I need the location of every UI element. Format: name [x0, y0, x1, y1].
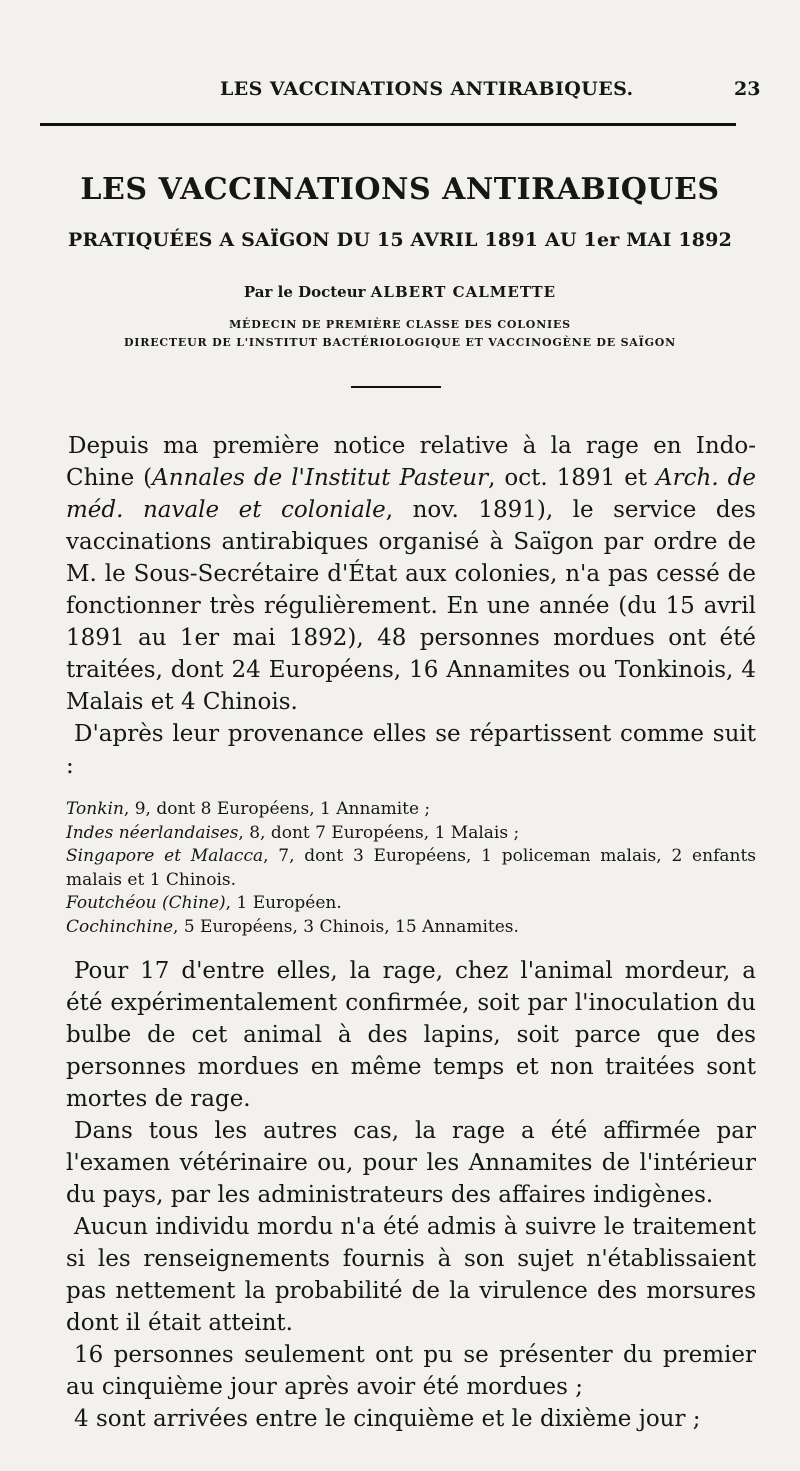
- provenance-list: [66, 798, 756, 939]
- byline-prefix: Par le Docteur: [243, 283, 366, 301]
- list-item: [66, 822, 756, 846]
- paragraph-1: [66, 430, 756, 718]
- place-detail: , 8, dont 7 Européens, 1 Malais ;: [238, 822, 520, 843]
- place-detail: , 5 Européens, 3 Chinois, 15 Annamites.: [173, 916, 519, 937]
- place-name: Tonkin: [66, 799, 124, 819]
- place-name: Cochinchine: [66, 916, 174, 937]
- place-detail: , 9, dont 8 Européens, 1 Annamite ;: [123, 799, 431, 819]
- section-divider: [351, 386, 441, 388]
- list-item: [66, 892, 756, 916]
- place-name: Singapore et Malacca: [66, 846, 264, 866]
- article-title: LES VACCINATIONS ANTIRABIQUES: [80, 172, 720, 207]
- author-name: ALBERT CALMETTE: [370, 283, 557, 301]
- paragraph-1-text-b: , oct. 1891 et: [488, 465, 657, 491]
- credential-line-2: DIRECTEUR DE L'INSTITUT BACTÉRIOLOGIQUE ET VACCINOGÈNE DE SAÏGON: [123, 336, 677, 349]
- list-item: [66, 916, 756, 940]
- paragraph-6: 16 personnes seulement ont pu se présenter du premier au cinquième jour après avoir été mordues ;: [66, 1342, 756, 1400]
- paragraph-5: Aucun individu mordu n'a été admis à suivre le traitement si les renseignements fournis à son sujet n'établissaient pas nettement la probabilité de la virulence des morsures dont il était atteint.: [66, 1214, 756, 1336]
- paragraph-3: Pour 17 d'entre elles, la rage, chez l'animal mordeur, a été expérimentalement confirmée, soit par l'inoculation du bulbe de cet animal à des lapins, soit parce que des personnes mordues en même temps et non traitées sont mortes de rage.: [66, 958, 756, 1112]
- article-subtitle: PRATIQUÉES A SAÏGON DU 15 AVRIL 1891 AU 1er MAI 1892: [67, 229, 733, 251]
- list-item: [66, 845, 756, 892]
- list-item: [66, 798, 756, 822]
- byline: [0, 283, 800, 301]
- header-rule: [40, 123, 736, 126]
- citation-archives: Arch. de méd. navale et coloniale: [66, 465, 756, 523]
- paragraph-1-text-a: Depuis ma première notice relative à la rage en Indo-Chine (: [66, 433, 756, 491]
- paragraph-1-text-c: , nov. 1891), le service des vaccinations antirabiques organisé à Saïgon par ordre de M. le Sous-Secrétaire d'État aux colonies, n'a pas cessé de fonctionner très régulièrement. En une année (du 15 avril 1891 au 1er mai 1892), 48 personnes mordues ont été traitées, dont 24 Européens, 16 Annamites ou Tonkinois, 4 Malais et 4 Chinois.: [66, 497, 756, 715]
- paragraph-2: D'après leur provenance elles se répartissent comme suit :: [66, 721, 756, 779]
- place-detail: , 1 Européen.: [225, 893, 342, 913]
- credential-line-1: MÉDECIN DE PREMIÈRE CLASSE DES COLONIES: [229, 318, 571, 331]
- running-head: [0, 72, 800, 112]
- place-detail: , 7, dont 3 Européens, 1 policeman malais, 2 enfants malais et 1 Chinois.: [66, 846, 756, 890]
- citation-annales: Annales de l'Institut Pasteur: [152, 465, 489, 491]
- paragraph-7: 4 sont arrivées entre le cinquième et le dixième jour ;: [74, 1406, 701, 1432]
- paragraph-4: Dans tous les autres cas, la rage a été affirmée par l'examen vétérinaire ou, pour les Annamites de l'intérieur du pays, par les administrateurs des affaires indigènes.: [66, 1118, 756, 1208]
- page-number: 23: [734, 78, 761, 100]
- place-name: Foutchéou (Chine): [66, 893, 226, 913]
- author-credentials: [0, 316, 800, 352]
- article-body: [66, 430, 756, 1435]
- running-title: LES VACCINATIONS ANTIRABIQUES.: [220, 78, 634, 100]
- place-name: Indes néerlandaises: [66, 822, 239, 843]
